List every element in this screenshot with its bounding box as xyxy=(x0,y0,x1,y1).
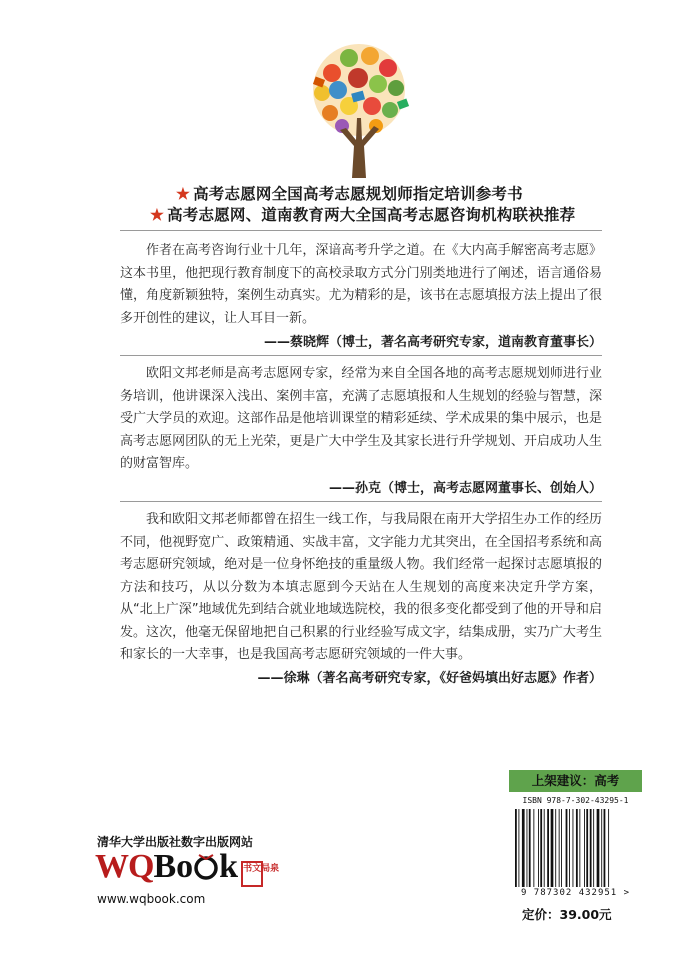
logo-wq: WQ xyxy=(95,848,154,885)
isbn-digits: 9 787302 432951 > xyxy=(520,888,631,898)
headline-text: 高考志愿网、道南教育两大全国高考志愿咨询机构联袂推荐 xyxy=(167,205,576,224)
isbn-top-text: ISBN 978-7-302-43295-1 xyxy=(522,796,629,805)
publisher-site-name: 清华大学出版社数字出版网站 xyxy=(97,835,254,849)
headline-recommended-book xyxy=(176,182,523,204)
tree-illustration xyxy=(294,38,424,178)
headline-text: 高考志愿网全国高考志愿规划师指定培训参考书 xyxy=(193,184,523,203)
star-icon: ★ xyxy=(150,205,165,224)
logo-bo: Bo xyxy=(153,848,194,885)
divider xyxy=(120,355,602,356)
wqbook-logo xyxy=(95,848,280,890)
price-label: 定价：39.00元 xyxy=(522,907,612,922)
logo-seal: 书文局泉 xyxy=(241,861,263,887)
review-1-attribution: ——蔡晓辉（博士，著名高考研究专家，道南教育董事长） xyxy=(263,335,602,350)
review-3-attribution: ——徐琳（著名高考研究专家，《好爸妈填出好志愿》作者） xyxy=(257,671,602,686)
book-o-icon xyxy=(193,851,219,881)
logo-k: k xyxy=(219,848,239,885)
barcode-bars xyxy=(513,809,638,887)
review-3-text: 我和欧阳文邦老师都曾在招生一线工作，与我局限在南开大学招生办工作的经历不同，他视野宽广、政策精通、实战丰富，文字能力尤其突出，在全国招考系统和高考志愿研究领域，绝对是一位身怀绝技的重量级人物。我们经常一起探讨志愿填报的方法和技巧，从以分数为本填志愿到今天站在人生规划的高度来决定升学方案，从“北上广深”地域优先到结合就业地域选院校，我的很多变化都受到了他的开导和启发。这次，他毫无保留地把自己积累的行业经验写成文字，结集成册，实乃广大考生和家长的一大幸事，也是我国高考志愿研究领域的一件大事。 xyxy=(120,512,602,662)
star-icon: ★ xyxy=(176,184,191,203)
publisher-url: www.wqbook.com xyxy=(97,892,206,906)
headline-joint-recommendation xyxy=(150,203,575,225)
divider xyxy=(120,501,602,502)
isbn-barcode xyxy=(509,796,642,906)
review-2-attribution: ——孙克（博士，高考志愿网董事长、创始人） xyxy=(328,481,602,496)
divider xyxy=(120,230,602,231)
review-2-text: 欧阳文邦老师是高考志愿网专家，经常为来自全国各地的高考志愿规划师进行业务培训，他讲课深入浅出、案例丰富，充满了志愿填报和人生规划的经验与智慧，深受广大学员的欢迎。这部作品是他培训课堂的精彩延续、学术成果的集中展示，也是高考志愿网团队的无上光荣，更是广大中学生及其家长进行升学规划、开启成功人生的财富智库。 xyxy=(120,366,602,471)
review-1-text: 作者在高考咨询行业十几年，深谙高考升学之道。在《大内高手解密高考志愿》这本书里，他把现行教育制度下的高校录取方式分门别类地进行了阐述，语言通俗易懂，角度新颖独特，案例生动真实。尤为精彩的是，该书在志愿填报方法上提出了很多开创性的建议，让人耳目一新。 xyxy=(120,243,602,326)
shelf-suggestion: 上架建议：高考 xyxy=(509,770,642,792)
